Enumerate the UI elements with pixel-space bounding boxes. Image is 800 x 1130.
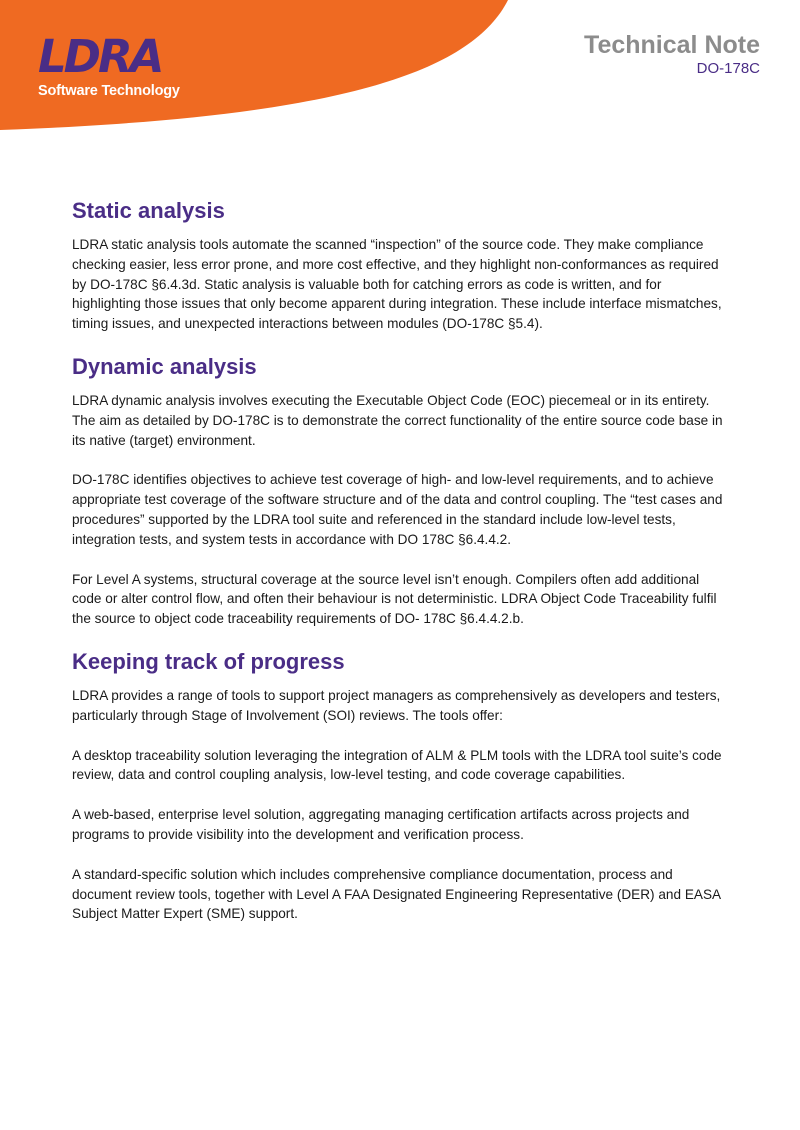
section-paragraph: For Level A systems, structural coverage at the source level isn’t enough. Compilers often add additional code or alter control flow, and often their behaviour is not deterministic. LDRA Object Code Traceability fulfil the source to object code traceability requirements of DO- 178C §6.4.4.2.b. <box>72 571 717 627</box>
section-title: Dynamic analysis <box>72 353 257 379</box>
logo-tagline: Software Technology <box>38 83 180 99</box>
section-title: Static analysis <box>72 198 225 223</box>
section-paragraph: LDRA static analysis tools automate the scanned “inspection” of the source code. They make compliance checking easier, less error prone, and more cost effective, and they highlight non-conformances as required by DO-178C §6.4.3d. Static analysis is valuable both for catching errors as code is written, and for highlighting those issues that only become apparent during integration. These include interface mismatches, timing issues, and unexpected interactions between modules (DO-178C §5.4). <box>72 237 722 332</box>
document-type-title: Technical Note <box>584 31 760 59</box>
section-keeping-track <box>72 647 728 924</box>
section-paragraph: A standard-specific solution which includes comprehensive compliance documentation, process and document review tools, together with Level A FAA Designated Engineering Representative (DER) and EASA Subject Matter Expert (SME) support. <box>72 866 721 922</box>
section-paragraph: A desktop traceability solution leveraging the integration of ALM & PLM tools with the LDRA tool suite’s code review, data and control coupling analysis, low-level testing, and code coverage capabilities. <box>72 747 722 783</box>
section-static-analysis <box>72 196 728 334</box>
document-type-block <box>584 30 760 78</box>
logo-mark: LDRA <box>38 30 162 83</box>
section-title: Keeping track of progress <box>72 648 345 674</box>
document-reference: DO-178C <box>696 60 760 77</box>
section-dynamic-analysis <box>72 352 728 629</box>
section-paragraph: A web-based, enterprise level solution, aggregating managing certification artifacts across projects and programs to provide visibility into the development and verification process. <box>72 807 690 842</box>
section-paragraph: LDRA provides a range of tools to support project managers as comprehensively as developers and testers, particularly through Stage of Involvement (SOI) reviews. The tools offer: <box>72 687 721 723</box>
section-paragraph: LDRA dynamic analysis involves executing the Executable Object Code (EOC) piecemeal or in its entirety. The aim as detailed by DO-178C is to demonstrate the correct functionality of the entire source code base in its native (target) environment. <box>72 392 723 448</box>
ldra-logo <box>38 30 183 104</box>
main-content <box>72 196 728 942</box>
section-paragraph: DO-178C identifies objectives to achieve test coverage of high- and low-level requirements, and to achieve appropriate test coverage of the software structure and of the data and control coupling. The “test cases and procedures” supported by the LDRA tool suite and referenced in the standard include low-level tests, integration tests, and system tests in accordance with DO 178C §6.4.4.2. <box>72 472 723 547</box>
